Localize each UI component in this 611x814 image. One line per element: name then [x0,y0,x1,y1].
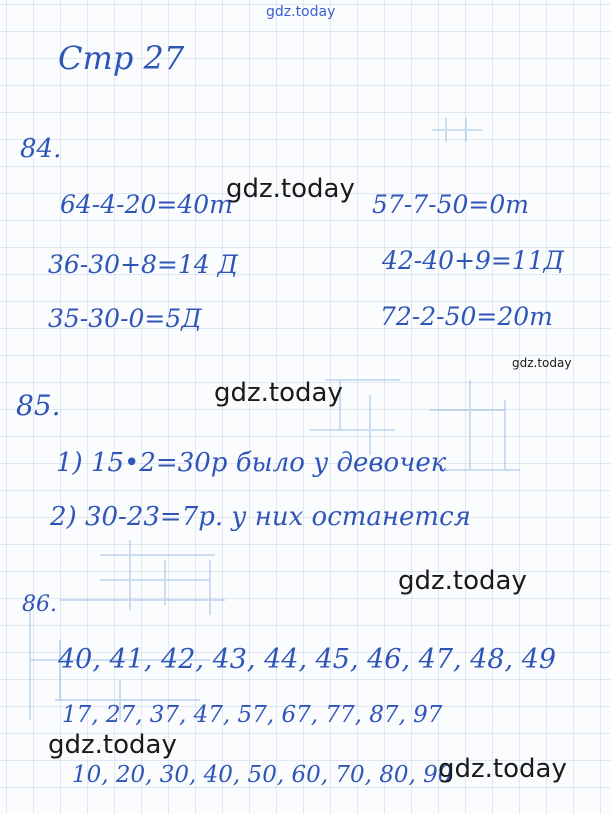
ex85-line-1: 1) 15•2=30р было у девочек [56,448,447,478]
watermark-top: gdz.today [266,4,336,20]
ex86-line-2: 17, 27, 37, 47, 57, 67, 77, 87, 97 [62,702,443,728]
watermark-4: gdz.today [48,730,177,760]
page-heading: Стр 27 [58,39,185,77]
ex84-left-line-3: 35-30-0=5Д [48,304,202,333]
watermark-2: gdz.today [214,378,343,408]
exercise-85-number: 85. [16,389,61,422]
ex84-left-line-2: 36-30+8=14 Д [48,250,238,279]
ex86-line-1: 40, 41, 42, 43, 44, 45, 46, 47, 48, 49 [58,644,557,675]
watermark-small: gdz.today [512,356,572,370]
ex85-line-2: 2) 30-23=7р. у них останется [50,502,471,532]
watermark-5: gdz.today [438,754,567,784]
ex84-right-line-3: 72-2-50=20т [380,302,553,331]
exercise-84-number: 84. [20,134,62,164]
ex84-right-line-1: 57-7-50=0т [372,190,529,219]
ex86-line-3: 10, 20, 30, 40, 50, 60, 70, 80, 90 [72,762,453,788]
exercise-86-number: 86. [22,592,57,617]
ex84-left-line-1: 64-4-20=40т [60,190,233,219]
watermark-3: gdz.today [398,566,527,596]
watermark-1: gdz.today [226,174,355,204]
ex84-right-line-2: 42-40+9=11Д [382,246,565,275]
